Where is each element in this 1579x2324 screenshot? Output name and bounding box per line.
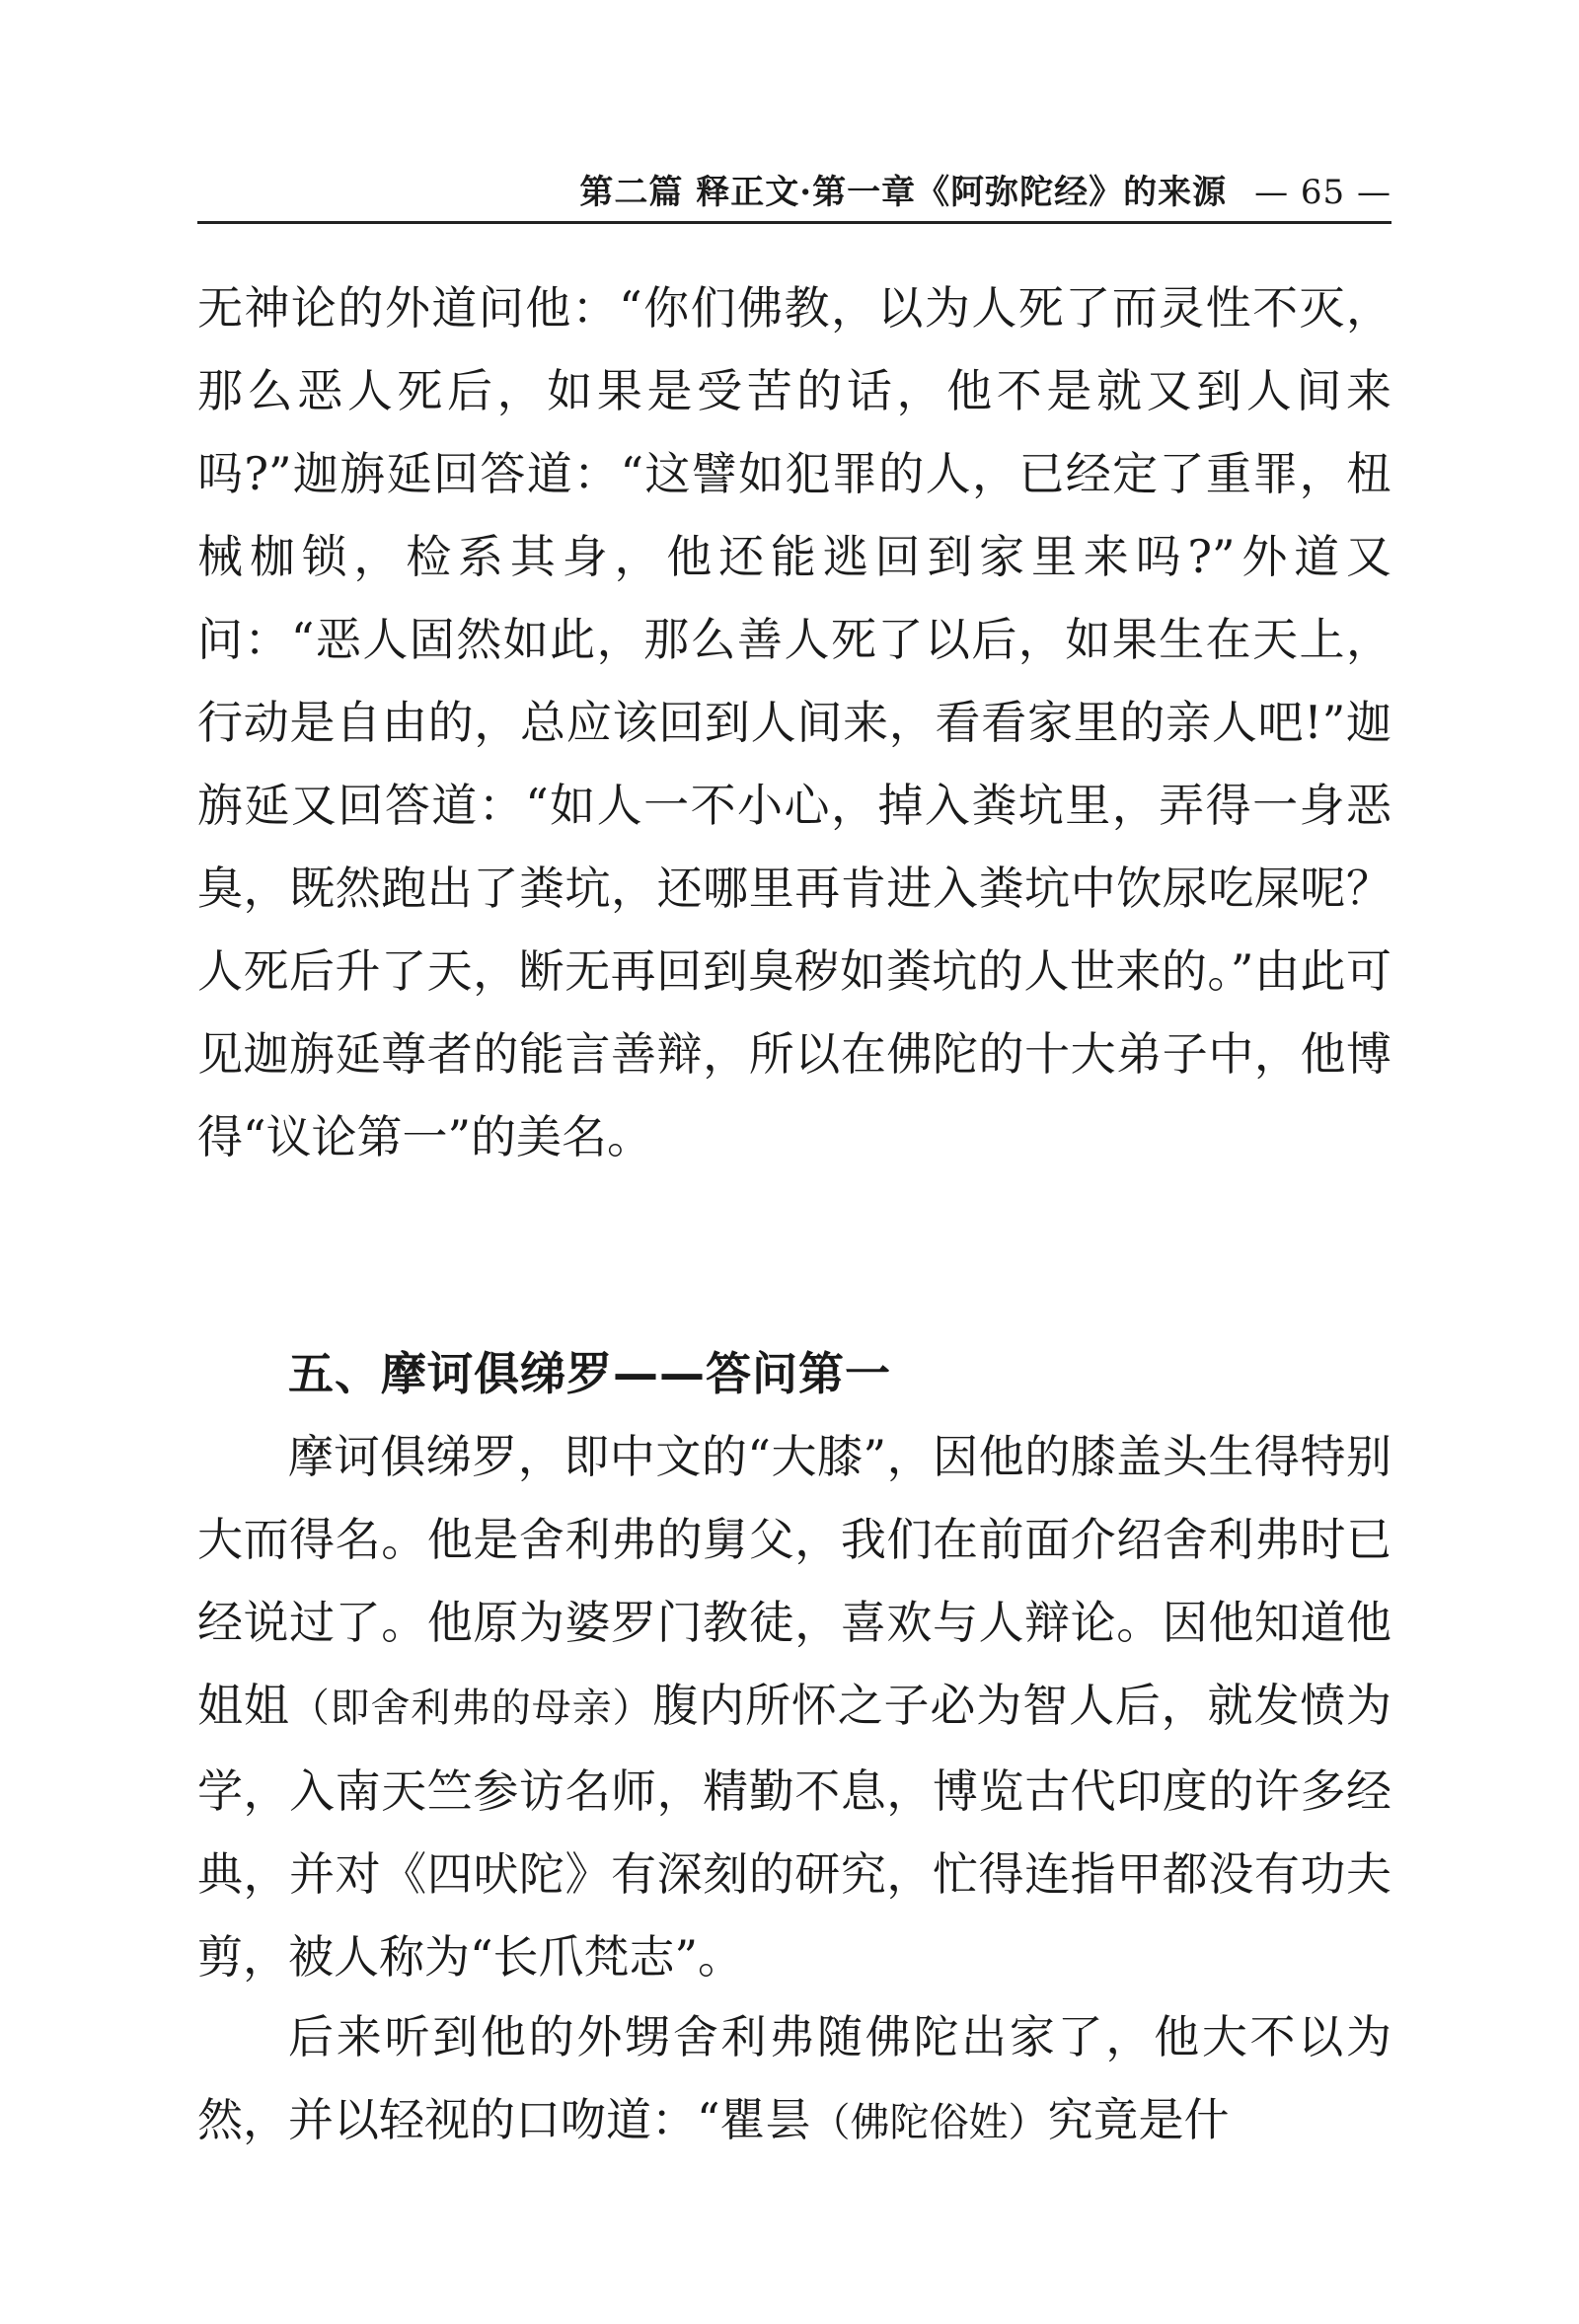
body-text-section xyxy=(197,1415,1391,1998)
running-header xyxy=(197,170,1391,224)
paragraph-kotthita-reaction-part2: 究竟是什 xyxy=(1047,2093,1230,2146)
page-number: — 65 — xyxy=(1254,173,1391,212)
header-title: 第二篇 释正文·第一章《阿弥陀经》的来源 xyxy=(579,173,1228,212)
paragraph-kotthita-intro xyxy=(197,1415,1391,1998)
section-heading: 五、摩诃俱绨罗——答问第一 xyxy=(288,1347,891,1400)
paragraph-kotthita-reaction-part1: 后来听到他的外甥舍利弗随佛陀出家了，他大不以为然，并以轻视的口吻道：“瞿昙 xyxy=(197,2010,1391,2146)
body-text-top xyxy=(197,266,1391,1178)
paragraph-kotthita-reaction xyxy=(197,1995,1391,2164)
paragraph-kotthita-intro-part2: 腹内所怀之子必为智人后，就发愤为学，入南天竺参访名师，精勤不息，博览古代印度的许多经典，并对《四吠陀》有深刻的研究，忙得连指甲都没有功夫剪，被人称为“长爪梵志”。 xyxy=(197,1679,1392,1984)
paragraph-kotthita-intro-part1: 摩诃俱绨罗，即中文的“大膝”，因他的膝盖头生得特别大而得名。他是舍利弗的舅父，我们在前面介绍舍利弗时已经说过了。他原为婆罗门教徒，喜欢与人辩论。因他知道他姐姐 xyxy=(197,1430,1391,1732)
paragraph-katyayana-debate: 无神论的外道问他：“你们佛教，以为人死了而灵性不灭，那么恶人死后，如果是受苦的话，他不是就又到人间来吗?”迦旃延回答道：“这譬如犯罪的人，已经定了重罪，杻械枷锁，检系其身，他还能逃回到家里来吗?”外道又问：“恶人固然如此，那么善人死了以后，如果生在天上，行动是自由的，总应该回到人间来，看看家里的亲人吧!”迦旃延又回答道：“如人一不小心，掉入粪坑里，弄得一身恶臭，既然跑出了粪坑，还哪里再肯进入粪坑中饮尿吃屎呢？人死后升了天，断无再回到臭秽如粪坑的人世来的。”由此可见迦旃延尊者的能言善辩，所以在佛陀的十大弟子中，他博得“议论第一”的美名。 xyxy=(197,281,1391,1163)
inline-note-mother: （即舍利弗的母亲） xyxy=(289,1686,653,1731)
inline-note-buddha-surname: （佛陀俗姓） xyxy=(810,2100,1048,2145)
body-text-bottom xyxy=(197,1995,1391,2164)
